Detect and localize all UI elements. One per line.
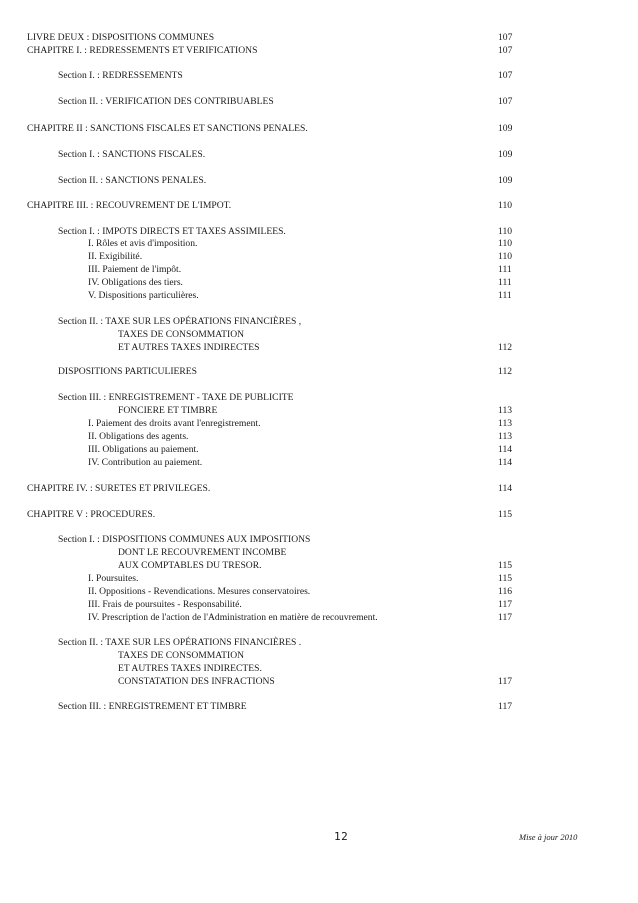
toc-entry <box>0 611 638 624</box>
toc-entry-text: CHAPITRE III. : RECOUVREMENT DE L'IMPOT. <box>27 200 232 211</box>
toc-entry-page: 110 <box>498 251 513 262</box>
toc-entry-page: 117 <box>498 701 513 712</box>
toc-entry-page: 114 <box>498 483 513 494</box>
toc-entry-page: 114 <box>498 457 513 468</box>
toc-entry <box>0 328 638 341</box>
toc-entry-page: 115 <box>498 560 513 571</box>
toc-entry-page: 112 <box>498 366 513 377</box>
toc-entry-text: V. Dispositions particulières. <box>88 290 199 301</box>
toc-entry <box>0 636 638 649</box>
toc-entry-text: CHAPITRE IV. : SURETES ET PRIVILEGES. <box>27 483 211 494</box>
toc-entry-page: 107 <box>498 70 513 81</box>
toc-entry-text: Section I. : IMPOTS DIRECTS ET TAXES ASSIMILEES. <box>58 226 286 237</box>
toc-entry <box>0 533 638 546</box>
toc-entry-text: DISPOSITIONS PARTICULIERES <box>58 366 197 377</box>
toc-entry-text: CHAPITRE II : SANCTIONS FISCALES ET SANCTIONS PENALES. <box>27 123 308 134</box>
toc-entry-text: DONT LE RECOUVREMENT INCOMBE <box>118 547 287 558</box>
toc-entry-text: IV. Contribution au paiement. <box>88 457 203 468</box>
toc-entry-page: 117 <box>498 612 513 623</box>
toc-entry <box>0 276 638 289</box>
toc-entry-text: ET AUTRES TAXES INDIRECTES <box>118 342 260 353</box>
toc-entry-page: 109 <box>498 149 513 160</box>
toc-entry-text: Section II. : TAXE SUR LES OPÉRATIONS FINANCIÈRES , <box>58 316 302 327</box>
toc-entry-text: Section II. : TAXE SUR LES OPÉRATIONS FINANCIÈRES . <box>58 637 302 648</box>
toc-entry-page: 113 <box>498 431 513 442</box>
toc-entry-page: 113 <box>498 405 513 416</box>
toc-entry-text: CONSTATATION DES INFRACTIONS <box>118 676 275 687</box>
toc-entry <box>0 559 638 572</box>
toc-entry <box>0 148 638 161</box>
toc-entry-text: Section II. : VERIFICATION DES CONTRIBUABLES <box>58 96 274 107</box>
toc-entry-text: CHAPITRE I. : REDRESSEMENTS ET VERIFICATIONS <box>27 45 258 56</box>
toc-entry-page: 115 <box>498 573 513 584</box>
toc-entry <box>0 675 638 688</box>
toc-entry-page: 107 <box>498 32 513 43</box>
toc-entry <box>0 315 638 328</box>
toc-entry-page: 114 <box>498 444 513 455</box>
toc-entry <box>0 572 638 585</box>
toc-entry-page: 111 <box>498 290 512 301</box>
toc-entry-text: Section I. : REDRESSEMENTS <box>58 70 183 81</box>
toc-entry <box>0 250 638 263</box>
toc-entry <box>0 546 638 559</box>
toc-entry <box>0 456 638 469</box>
toc-entry-text: TAXES DE CONSOMMATION <box>118 329 245 340</box>
toc-entry <box>0 508 638 521</box>
toc-entry-text: II. Oppositions - Revendications. Mesures conservatoires. <box>88 586 311 597</box>
toc-entry-text: I. Paiement des droits avant l'enregistrement. <box>88 418 261 429</box>
toc-entry-text: FONCIERE ET TIMBRE <box>118 405 218 416</box>
toc-entry-text: I. Poursuites. <box>88 573 139 584</box>
toc-entry <box>0 482 638 495</box>
toc-entry-text: II. Exigibilité. <box>88 251 143 262</box>
toc-entry-page: 110 <box>498 200 513 211</box>
toc-entry <box>0 365 638 378</box>
toc-entry-text: Section I. : SANCTIONS FISCALES. <box>58 149 206 160</box>
toc-entry-text: III. Frais de poursuites - Responsabilité. <box>88 599 242 610</box>
toc-entry <box>0 585 638 598</box>
toc-entry <box>0 289 638 302</box>
toc-entry <box>0 391 638 404</box>
toc-entry-page: 107 <box>498 96 513 107</box>
toc-entry <box>0 417 638 430</box>
toc-entry <box>0 443 638 456</box>
page-number: 12 <box>334 830 349 843</box>
toc-entry-text: CHAPITRE V : PROCEDURES. <box>27 509 156 520</box>
toc-entry-text: III. Paiement de l'impôt. <box>88 264 182 275</box>
toc-entry <box>0 598 638 611</box>
toc-entry <box>0 404 638 417</box>
toc-entry-text: TAXES DE CONSOMMATION <box>118 650 245 661</box>
toc-entry-page: 110 <box>498 226 513 237</box>
toc-entry-text: Section III. : ENREGISTREMENT ET TIMBRE <box>58 701 247 712</box>
toc-entry-text: IV. Obligations des tiers. <box>88 277 183 288</box>
toc-entry-page: 115 <box>498 509 513 520</box>
toc-entry-page: 109 <box>498 175 513 186</box>
toc-entry-page: 113 <box>498 418 513 429</box>
toc-entry-page: 112 <box>498 342 513 353</box>
toc-entry-page: 117 <box>498 599 513 610</box>
toc-entry <box>0 95 638 108</box>
toc-entry <box>0 237 638 250</box>
toc-entry-text: Section III. : ENREGISTREMENT - TAXE DE PUBLICITE <box>58 392 294 403</box>
toc-entry-page: 111 <box>498 277 512 288</box>
toc-entry-text: Section II. : SANCTIONS PENALES. <box>58 175 207 186</box>
update-note: Mise à jour 2010 <box>519 832 578 842</box>
toc-entry-page: 116 <box>498 586 513 597</box>
toc-entry <box>0 341 638 354</box>
toc-entry-text: IV. Prescription de l'action de l'Administration en matière de recouvrement. <box>88 612 378 623</box>
toc-entry-text: III. Obligations au paiement. <box>88 444 199 455</box>
toc-entry <box>0 174 638 187</box>
toc-entry-text: II. Obligations des agents. <box>88 431 189 442</box>
toc-entry <box>0 44 638 57</box>
toc-entry-text: AUX COMPTABLES DU TRESOR. <box>118 560 262 571</box>
toc-entry-page: 109 <box>498 123 513 134</box>
toc-entry-page: 110 <box>498 238 513 249</box>
toc-entry <box>0 649 638 662</box>
toc-entry <box>0 430 638 443</box>
toc-entry <box>0 662 638 675</box>
toc-entry-text: I. Rôles et avis d'imposition. <box>88 238 198 249</box>
toc-entry-page: 117 <box>498 676 513 687</box>
toc-entry-text: Section I. : DISPOSITIONS COMMUNES AUX IMPOSITIONS <box>58 534 311 545</box>
toc-entry <box>0 69 638 82</box>
toc-entry <box>0 31 638 44</box>
toc-entry <box>0 122 638 135</box>
toc-entry-page: 107 <box>498 45 513 56</box>
toc-entry <box>0 700 638 713</box>
toc-entry-text: LIVRE DEUX : DISPOSITIONS COMMUNES <box>27 32 215 43</box>
toc-entry <box>0 263 638 276</box>
toc-entry-page: 111 <box>498 264 512 275</box>
toc-entry <box>0 199 638 212</box>
toc-entry-text: ET AUTRES TAXES INDIRECTES. <box>118 663 262 674</box>
